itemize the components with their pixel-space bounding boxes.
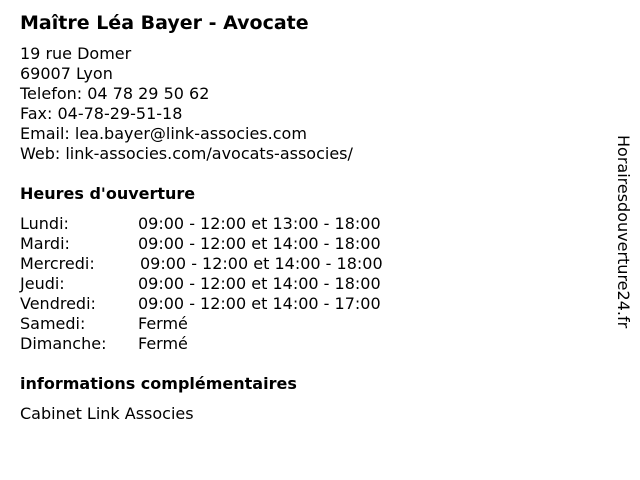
time-range: Fermé — [138, 334, 188, 353]
website-address: Web: link-associes.com/avocats-associes/ — [20, 144, 353, 163]
address-city: 69007 Lyon — [20, 64, 113, 83]
site-watermark: Horairesdouverture24.fr — [614, 135, 633, 329]
fax-number: Fax: 04-78-29-51-18 — [20, 104, 183, 123]
day-label: Vendredi: — [20, 294, 96, 313]
address-street: 19 rue Domer — [20, 44, 132, 63]
time-range: 09:00 - 12:00 et 14:00 - 18:00 — [140, 254, 383, 273]
day-label: Mercredi: — [20, 254, 95, 273]
day-label: Dimanche: — [20, 334, 107, 353]
day-label: Jeudi: — [20, 274, 65, 293]
page-title: Maître Léa Bayer - Avocate — [20, 12, 309, 34]
day-label: Lundi: — [20, 214, 69, 233]
day-label: Mardi: — [20, 234, 70, 253]
time-range: 09:00 - 12:00 et 13:00 - 18:00 — [138, 214, 381, 233]
info-heading: informations complémentaires — [20, 374, 297, 393]
time-range: 09:00 - 12:00 et 14:00 - 18:00 — [138, 274, 381, 293]
time-range: Fermé — [138, 314, 188, 333]
contact-block — [20, 44, 353, 164]
email-address: Email: lea.bayer@link-associes.com — [20, 124, 307, 143]
day-label: Samedi: — [20, 314, 86, 333]
info-text: Cabinet Link Associes — [20, 404, 194, 423]
hours-heading: Heures d'ouverture — [20, 184, 196, 203]
time-range: 09:00 - 12:00 et 14:00 - 17:00 — [138, 294, 381, 313]
phone-number: Telefon: 04 78 29 50 62 — [20, 84, 210, 103]
time-range: 09:00 - 12:00 et 14:00 - 18:00 — [138, 234, 381, 253]
